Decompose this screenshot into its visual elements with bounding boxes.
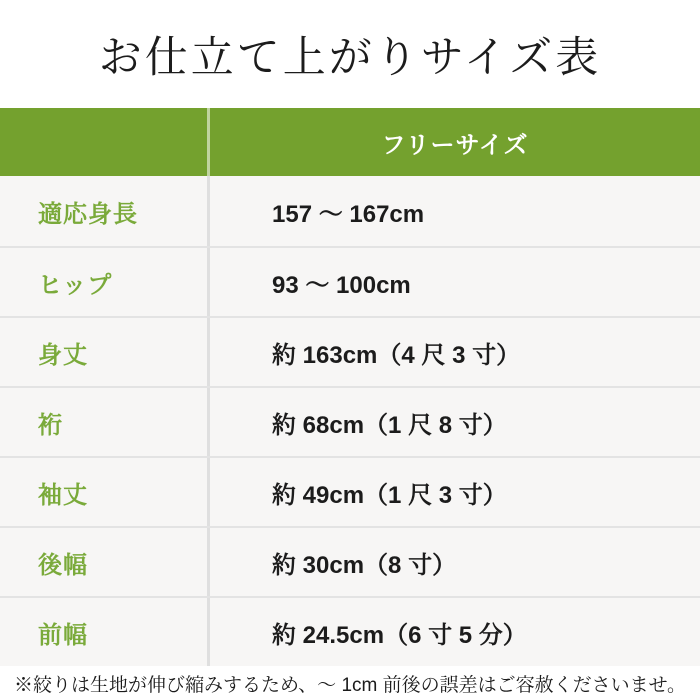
page-title: お仕立て上がりサイズ表 [98, 32, 602, 83]
table-row-height [0, 176, 700, 246]
row-label: 適応身長 [0, 176, 210, 246]
table-row-body-length [0, 316, 700, 386]
row-label: 身丈 [0, 318, 210, 386]
row-value: 約 68cm（1 尺 8 寸） [272, 411, 507, 439]
row-label: 前幅 [0, 598, 210, 666]
table-row-front-width [0, 596, 700, 666]
table-row-sleeve-length [0, 456, 700, 526]
size-table [0, 108, 700, 666]
row-value: 約 24.5cm（6 寸 5 分） [272, 621, 527, 649]
header-size-cell: フリーサイズ [381, 131, 529, 159]
row-value: 157 ～ 167cm [272, 200, 425, 228]
row-value: 約 30cm（8 寸） [272, 551, 457, 579]
row-value: 約 163cm（4 尺 3 寸） [272, 341, 521, 369]
footnote: ※絞りは生地が伸び縮みするため、～ 1cm 前後の誤差はご容赦くださいませ。 [13, 674, 687, 696]
row-value: 約 49cm（1 尺 3 寸） [272, 481, 507, 509]
table-header-row [0, 108, 700, 176]
row-label: ヒップ [0, 248, 210, 316]
row-label: 後幅 [0, 528, 210, 596]
row-label: 袖丈 [0, 458, 210, 526]
header-label-cell [0, 108, 210, 176]
table-row-back-width [0, 526, 700, 596]
table-row-hip [0, 246, 700, 316]
row-label: 裄 [0, 388, 210, 456]
table-row-yuki [0, 386, 700, 456]
row-value: 93 ～ 100cm [272, 271, 411, 299]
